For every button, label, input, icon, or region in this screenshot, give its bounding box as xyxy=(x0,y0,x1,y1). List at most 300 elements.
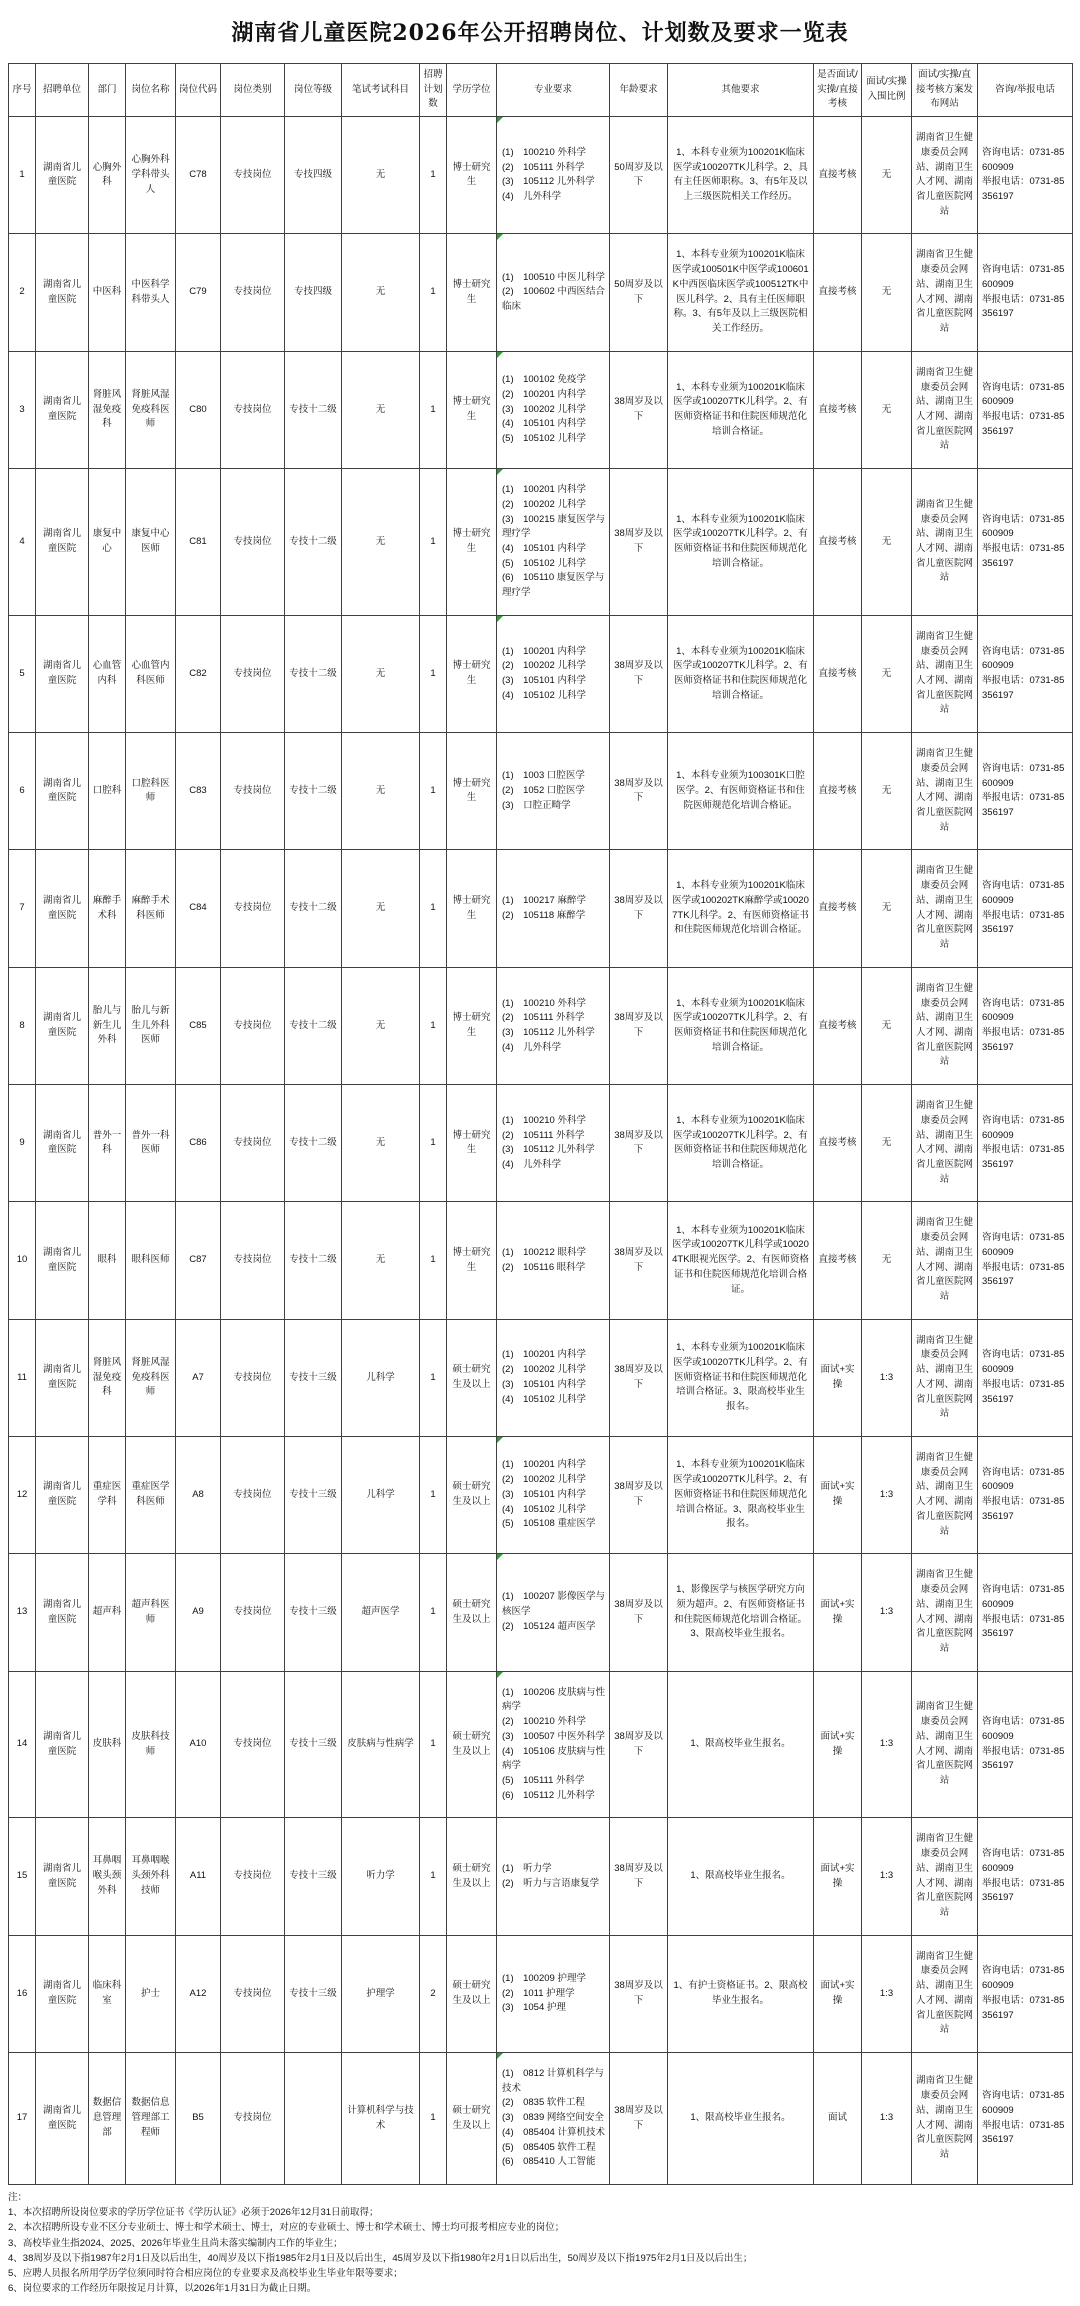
major-item: (6) 105110 康复医学与理疗学 xyxy=(502,572,605,599)
notes-label: 注： xyxy=(8,2192,28,2204)
major-item: (5) 105108 重症医学 xyxy=(502,1518,596,1530)
cell-post-name: 护士 xyxy=(126,1935,176,2052)
cell-row-number: 4 xyxy=(9,469,36,616)
cell-majors xyxy=(497,615,610,732)
cell-age: 38周岁及以下 xyxy=(610,351,668,468)
major-item: (4) 儿外科学 xyxy=(502,1158,562,1170)
cell-row-number: 14 xyxy=(9,1671,36,1818)
major-item: (4) 085404 计算机技术 xyxy=(502,2126,605,2138)
major-item: (1) 100206 皮肤病与性病学 xyxy=(502,1686,605,1713)
major-item: (4) 儿外科学 xyxy=(502,1041,562,1053)
major-item: (1) 100510 中医儿科学 xyxy=(502,271,605,283)
cell-row-number: 9 xyxy=(9,1085,36,1202)
cell-announce-website: 湖南省卫生健康委员会网站、湖南卫生人才网、湖南省儿童医院网站 xyxy=(912,117,978,234)
cell-post-level: 专技十三级 xyxy=(285,1319,342,1436)
cell-announce-website: 湖南省卫生健康委员会网站、湖南卫生人才网、湖南省儿童医院网站 xyxy=(912,1202,978,1319)
job-row xyxy=(9,1671,1073,1818)
cell-post-code: C81 xyxy=(176,469,221,616)
cell-majors xyxy=(497,1935,610,2052)
cell-age: 38周岁及以下 xyxy=(610,1202,668,1319)
comment-marker-icon xyxy=(497,1437,503,1443)
cell-exam-subject: 计算机科学与技术 xyxy=(342,2053,420,2185)
major-item: (4) 105102 儿科学 xyxy=(502,1393,586,1405)
cell-phone xyxy=(978,1818,1073,1935)
phone-line: 举报电话：0731-85356197 xyxy=(982,909,1065,936)
cell-majors xyxy=(497,1319,610,1436)
cell-post-level: 专技十三级 xyxy=(285,1437,342,1554)
cell-shortlist-ratio: 无 xyxy=(862,234,912,351)
cell-post-category: 专技岗位 xyxy=(221,1085,285,1202)
note-item: 2、本次招聘所设专业不区分专业硕士、博士和学术硕士、博士，对应的专业硕士、博士和学术硕士、博士均可报考相应专业的岗位； xyxy=(8,2222,565,2234)
cell-announce-website: 湖南省卫生健康委员会网站、湖南卫生人才网、湖南省儿童医院网站 xyxy=(912,351,978,468)
cell-dept: 普外一科 xyxy=(89,1085,126,1202)
cell-announce-website: 湖南省卫生健康委员会网站、湖南卫生人才网、湖南省儿童医院网站 xyxy=(912,967,978,1084)
column-header: 其他要求 xyxy=(668,64,814,117)
cell-row-number: 17 xyxy=(9,2053,36,2185)
note-item: 1、本次招聘所设岗位要求的学历学位证书《学历认证》必须于2026年12月31日前取得； xyxy=(8,2207,379,2219)
cell-announce-website: 湖南省卫生健康委员会网站、湖南卫生人才网、湖南省儿童医院网站 xyxy=(912,850,978,967)
major-item: (1) 100207 影像医学与核医学 xyxy=(502,1591,605,1618)
cell-plan-count: 1 xyxy=(420,733,447,850)
cell-post-level: 专技十二级 xyxy=(285,1202,342,1319)
cell-other-requirements: 1、限高校毕业生报名。 xyxy=(668,1818,814,1935)
major-item: (4) 105106 皮肤病与性病学 xyxy=(502,1745,605,1772)
column-header: 笔试考试科目 xyxy=(342,64,420,117)
cell-unit: 湖南省儿童医院 xyxy=(36,1818,89,1935)
page-title: 湖南省儿童医院2026年公开招聘岗位、计划数及要求一览表 xyxy=(231,20,849,46)
cell-post-level xyxy=(285,2053,342,2185)
cell-announce-website: 湖南省卫生健康委员会网站、湖南卫生人才网、湖南省儿童医院网站 xyxy=(912,1554,978,1671)
cell-phone xyxy=(978,1671,1073,1818)
major-item: (1) 100210 外科学 xyxy=(502,146,586,158)
cell-announce-website: 湖南省卫生健康委员会网站、湖南卫生人才网、湖南省儿童医院网站 xyxy=(912,1818,978,1935)
cell-post-level: 专技十三级 xyxy=(285,1818,342,1935)
major-item: (5) 085405 软件工程 xyxy=(502,2141,596,2153)
cell-majors xyxy=(497,469,610,616)
cell-other-requirements: 1、本科专业须为100201K临床医学或100202TK麻醉学或100207TK儿科学。2、有医师资格证书和住院医师规范化培训合格证。 xyxy=(668,850,814,967)
phone-line: 咨询电话：0731-85600909 xyxy=(982,264,1065,290)
cell-assessment-type: 直接考核 xyxy=(814,733,862,850)
cell-plan-count: 1 xyxy=(420,1085,447,1202)
cell-degree: 硕士研究生及以上 xyxy=(447,1437,497,1554)
cell-degree: 博士研究生 xyxy=(447,967,497,1084)
cell-degree: 博士研究生 xyxy=(447,850,497,967)
phone-line: 举报电话：0731-85356197 xyxy=(982,1994,1065,2021)
cell-shortlist-ratio: 无 xyxy=(862,1202,912,1319)
column-header: 咨询/举报电话 xyxy=(978,64,1073,117)
cell-post-code: B5 xyxy=(176,2053,221,2185)
major-item: (3) 105112 儿外科学 xyxy=(502,1026,595,1038)
cell-dept: 肾脏风湿免疫科 xyxy=(89,351,126,468)
cell-dept: 皮肤科 xyxy=(89,1671,126,1818)
major-item: (3) 105101 内科学 xyxy=(502,675,586,686)
major-item: (1) 100102 免疫学 xyxy=(502,374,586,386)
cell-plan-count: 1 xyxy=(420,1554,447,1671)
phone-line: 举报电话：0731-85356197 xyxy=(982,293,1065,320)
job-row xyxy=(9,1554,1073,1671)
comment-marker-icon xyxy=(497,1672,503,1678)
major-item: (1) 100212 眼科学 xyxy=(502,1246,586,1258)
cell-phone xyxy=(978,1935,1073,2052)
cell-post-code: A12 xyxy=(176,1935,221,2052)
phone-line: 咨询电话：0731-85600909 xyxy=(982,762,1065,789)
cell-degree: 硕士研究生及以上 xyxy=(447,1818,497,1935)
major-item: (3) 口腔正畸学 xyxy=(502,799,571,811)
cell-post-code: C78 xyxy=(176,117,221,234)
notes-section xyxy=(8,2190,1072,2296)
cell-post-name: 超声科医师 xyxy=(126,1554,176,1671)
major-item: (4) 105101 内科学 xyxy=(502,418,586,430)
cell-post-code: C82 xyxy=(176,615,221,732)
cell-row-number: 8 xyxy=(9,967,36,1084)
major-item: (2) 听力与言语康复学 xyxy=(502,1877,600,1889)
cell-post-name: 中医科学科带头人 xyxy=(126,234,176,351)
cell-other-requirements: 1、本科专业须为100201K临床医学或100501K中医学或100601K中西医临床医学或100512TK中医儿科学。2、具有主任医师职称。3、有5年及以上三级医院相关工作经历。 xyxy=(668,234,814,351)
cell-post-code: A11 xyxy=(176,1818,221,1935)
comment-marker-icon xyxy=(497,117,503,123)
cell-other-requirements: 1、本科专业须为100301K口腔医学。2、有医师资格证书和住院医师规范化培训合格证。 xyxy=(668,733,814,850)
cell-row-number: 16 xyxy=(9,1935,36,2052)
cell-assessment-type: 直接考核 xyxy=(814,1202,862,1319)
cell-dept: 心血管内科 xyxy=(89,615,126,732)
cell-announce-website: 湖南省卫生健康委员会网站、湖南卫生人才网、湖南省儿童医院网站 xyxy=(912,1671,978,1818)
phone-line: 咨询电话：0731-85600909 xyxy=(982,1584,1065,1610)
phone-line: 咨询电话：0731-85600909 xyxy=(982,997,1065,1024)
cell-assessment-type: 面试+实操 xyxy=(814,1437,862,1554)
cell-age: 38周岁及以下 xyxy=(610,1554,668,1671)
cell-other-requirements: 1、本科专业须为100201K临床医学或100207TK儿科学。2、有医师资格证书和住院医师规范化培训合格证。3、限高校毕业生报名。 xyxy=(668,1319,814,1436)
cell-shortlist-ratio: 无 xyxy=(862,615,912,732)
cell-announce-website: 湖南省卫生健康委员会网站、湖南卫生人才网、湖南省儿童医院网站 xyxy=(912,615,978,732)
cell-degree: 硕士研究生及以上 xyxy=(447,1319,497,1436)
cell-row-number: 2 xyxy=(9,234,36,351)
phone-line: 举报电话：0731-85356197 xyxy=(982,675,1065,701)
cell-unit: 湖南省儿童医院 xyxy=(36,1671,89,1818)
cell-other-requirements: 1、本科专业须为100201K临床医学或100207TK儿科学。2、有医师资格证书和住院医师规范化培训合格证。 xyxy=(668,967,814,1084)
cell-age: 50周岁及以下 xyxy=(610,117,668,234)
cell-majors xyxy=(497,2053,610,2185)
cell-majors xyxy=(497,1085,610,1202)
cell-majors xyxy=(497,1554,610,1671)
major-item: (2) 105124 超声医学 xyxy=(502,1620,596,1632)
cell-post-category: 专技岗位 xyxy=(221,1202,285,1319)
column-header: 部门 xyxy=(89,64,126,117)
phone-line: 咨询电话：0731-85600909 xyxy=(982,1114,1065,1141)
job-row xyxy=(9,117,1073,234)
cell-degree: 博士研究生 xyxy=(447,1202,497,1319)
cell-post-name: 普外一科医师 xyxy=(126,1085,176,1202)
cell-post-level: 专技十三级 xyxy=(285,1554,342,1671)
phone-line: 咨询电话：0731-85600909 xyxy=(982,146,1065,173)
cell-post-code: A7 xyxy=(176,1319,221,1436)
cell-exam-subject: 超声医学 xyxy=(342,1554,420,1671)
phone-line: 咨询电话：0731-85600909 xyxy=(982,381,1065,408)
cell-exam-subject: 无 xyxy=(342,1202,420,1319)
cell-post-code: C86 xyxy=(176,1085,221,1202)
comment-marker-icon xyxy=(497,234,503,240)
cell-exam-subject: 听力学 xyxy=(342,1818,420,1935)
cell-row-number: 12 xyxy=(9,1437,36,1554)
cell-row-number: 3 xyxy=(9,351,36,468)
cell-announce-website: 湖南省卫生健康委员会网站、湖南卫生人才网、湖南省儿童医院网站 xyxy=(912,733,978,850)
major-item: (1) 0812 计算机科学与技术 xyxy=(502,2068,604,2094)
cell-post-category: 专技岗位 xyxy=(221,1671,285,1818)
cell-dept: 心胸外科 xyxy=(89,117,126,234)
job-row xyxy=(9,1935,1073,2052)
cell-exam-subject: 皮肤病与性病学 xyxy=(342,1671,420,1818)
job-row xyxy=(9,967,1073,1084)
cell-shortlist-ratio: 无 xyxy=(862,967,912,1084)
cell-age: 38周岁及以下 xyxy=(610,1085,668,1202)
cell-post-name: 心血管内科医师 xyxy=(126,615,176,732)
cell-other-requirements: 1、本科专业须为100201K临床医学或100207TK儿科学。2、有医师资格证书和住院医师规范化培训合格证。3、限高校毕业生报名。 xyxy=(668,1437,814,1554)
cell-assessment-type: 直接考核 xyxy=(814,967,862,1084)
job-row xyxy=(9,1818,1073,1935)
major-item: (6) 105112 儿外科学 xyxy=(502,1789,595,1801)
job-row xyxy=(9,351,1073,468)
cell-announce-website: 湖南省卫生健康委员会网站、湖南卫生人才网、湖南省儿童医院网站 xyxy=(912,234,978,351)
cell-announce-website: 湖南省卫生健康委员会网站、湖南卫生人才网、湖南省儿童医院网站 xyxy=(912,1437,978,1554)
cell-post-level: 专技十二级 xyxy=(285,351,342,468)
phone-line: 举报电话：0731-85356197 xyxy=(982,1378,1065,1405)
major-item: (2) 100202 儿科学 xyxy=(502,660,586,672)
cell-dept: 超声科 xyxy=(89,1554,126,1671)
note-item: 6、岗位要求的工作经历年限按足月计算，以2026年1月31日为截止日期。 xyxy=(8,2283,317,2295)
cell-post-name: 肾脏风湿免疫科医师 xyxy=(126,1319,176,1436)
major-item: (2) 100202 儿科学 xyxy=(502,1364,586,1376)
cell-exam-subject: 护理学 xyxy=(342,1935,420,2052)
cell-assessment-type: 面试+实操 xyxy=(814,1818,862,1935)
cell-other-requirements: 1、本科专业须为100201K临床医学或100207TK儿科学。2、有医师资格证书和住院医师规范化培训合格证。 xyxy=(668,351,814,468)
cell-shortlist-ratio: 无 xyxy=(862,469,912,616)
phone-line: 咨询电话：0731-85600909 xyxy=(982,1349,1065,1376)
cell-other-requirements: 1、本科专业须为100201K临床医学或100207TK儿科学或100204TK眼视光医学。2、有医师资格证书和住院医师规范化培训合格证。 xyxy=(668,1202,814,1319)
cell-degree: 硕士研究生及以上 xyxy=(447,1671,497,1818)
cell-assessment-type: 直接考核 xyxy=(814,351,862,468)
cell-shortlist-ratio: 1:3 xyxy=(862,1671,912,1818)
cell-post-category: 专技岗位 xyxy=(221,1319,285,1436)
cell-post-name: 重症医学科医师 xyxy=(126,1437,176,1554)
cell-plan-count: 1 xyxy=(420,351,447,468)
cell-post-category: 专技岗位 xyxy=(221,117,285,234)
major-item: (3) 0839 网络空间安全 xyxy=(502,2112,604,2124)
major-item: (2) 100201 内科学 xyxy=(502,388,586,400)
cell-phone xyxy=(978,967,1073,1084)
cell-plan-count: 1 xyxy=(420,1818,447,1935)
phone-line: 举报电话：0731-85356197 xyxy=(982,1613,1065,1640)
major-item: (1) 100210 外科学 xyxy=(502,997,586,1009)
cell-age: 38周岁及以下 xyxy=(610,733,668,850)
column-header: 专业要求 xyxy=(497,64,610,117)
cell-degree: 硕士研究生及以上 xyxy=(447,1554,497,1671)
cell-assessment-type: 直接考核 xyxy=(814,117,862,234)
major-item: (2) 1011 护理学 xyxy=(502,1987,575,1999)
cell-post-level: 专技十二级 xyxy=(285,615,342,732)
major-item: (5) 105102 儿科学 xyxy=(502,557,586,569)
cell-plan-count: 1 xyxy=(420,850,447,967)
cell-unit: 湖南省儿童医院 xyxy=(36,615,89,732)
note-item: 5、应聘人员报名所用学历学位须同时符合相应岗位的专业要求及高校毕业生毕业年限等要求； xyxy=(8,2268,403,2279)
major-item: (1) 100217 麻醉学 xyxy=(502,894,586,906)
phone-line: 咨询电话：0731-85600909 xyxy=(982,1848,1065,1874)
major-item: (4) 105102 儿科学 xyxy=(502,689,586,701)
cell-post-level: 专技十二级 xyxy=(285,469,342,616)
cell-unit: 湖南省儿童医院 xyxy=(36,234,89,351)
cell-degree: 博士研究生 xyxy=(447,615,497,732)
cell-shortlist-ratio: 1:3 xyxy=(862,1554,912,1671)
cell-majors xyxy=(497,234,610,351)
column-header: 面试/实操/直接考核方案发布网站 xyxy=(912,64,978,117)
cell-plan-count: 1 xyxy=(420,234,447,351)
major-item: (2) 105116 眼科学 xyxy=(502,1261,586,1273)
major-item: (1) 100201 内科学 xyxy=(502,1459,586,1471)
cell-exam-subject: 儿科学 xyxy=(342,1319,420,1436)
cell-exam-subject: 无 xyxy=(342,615,420,732)
cell-degree: 博士研究生 xyxy=(447,1085,497,1202)
job-row xyxy=(9,1437,1073,1554)
major-item: (1) 100201 内科学 xyxy=(502,1349,586,1361)
major-item: (1) 100201 内科学 xyxy=(502,645,586,657)
cell-shortlist-ratio: 1:3 xyxy=(862,1935,912,2052)
cell-post-category: 专技岗位 xyxy=(221,2053,285,2185)
cell-post-name: 心胸外科学科带头人 xyxy=(126,117,176,234)
job-row xyxy=(9,469,1073,616)
cell-post-code: C83 xyxy=(176,733,221,850)
cell-plan-count: 1 xyxy=(420,469,447,616)
cell-exam-subject: 无 xyxy=(342,469,420,616)
comment-marker-icon xyxy=(497,616,503,622)
phone-line: 举报电话：0731-85356197 xyxy=(982,176,1065,203)
cell-dept: 重症医学科 xyxy=(89,1437,126,1554)
cell-other-requirements: 1、本科专业须为100201K临床医学或100207TK儿科学。2、有医师资格证书和住院医师规范化培训合格证。 xyxy=(668,615,814,732)
major-item: (2) 100202 儿科学 xyxy=(502,1474,586,1486)
cell-age: 38周岁及以下 xyxy=(610,850,668,967)
phone-line: 举报电话：0731-85356197 xyxy=(982,1745,1065,1772)
column-header: 面试/实操入围比例 xyxy=(862,64,912,117)
cell-age: 38周岁及以下 xyxy=(610,1818,668,1935)
column-header: 岗位类别 xyxy=(221,64,285,117)
major-item: (3) 1054 护理 xyxy=(502,2002,566,2014)
cell-post-level: 专技四级 xyxy=(285,117,342,234)
cell-majors xyxy=(497,1437,610,1554)
cell-exam-subject: 无 xyxy=(342,351,420,468)
cell-exam-subject: 无 xyxy=(342,967,420,1084)
cell-post-name: 胎儿与新生儿外科医师 xyxy=(126,967,176,1084)
cell-announce-website: 湖南省卫生健康委员会网站、湖南卫生人才网、湖南省儿童医院网站 xyxy=(912,2053,978,2185)
cell-plan-count: 1 xyxy=(420,967,447,1084)
major-item: (1) 听力学 xyxy=(502,1862,552,1874)
cell-dept: 眼科 xyxy=(89,1202,126,1319)
cell-unit: 湖南省儿童医院 xyxy=(36,1935,89,2052)
cell-assessment-type: 面试 xyxy=(814,2053,862,2185)
cell-post-code: C79 xyxy=(176,234,221,351)
cell-post-name: 眼科医师 xyxy=(126,1202,176,1319)
cell-phone xyxy=(978,1319,1073,1436)
cell-assessment-type: 面试+实操 xyxy=(814,1935,862,2052)
phone-line: 咨询电话：0731-85600909 xyxy=(982,2090,1065,2116)
job-row xyxy=(9,2053,1073,2185)
cell-other-requirements: 1、本科专业须为100201K临床医学或100207TK儿科学。2、有医师资格证书和住院医师规范化培训合格证。 xyxy=(668,469,814,616)
cell-phone xyxy=(978,1554,1073,1671)
cell-majors xyxy=(497,1671,610,1818)
column-header: 岗位等级 xyxy=(285,64,342,117)
cell-post-category: 专技岗位 xyxy=(221,615,285,732)
cell-dept: 耳鼻咽喉头颈外科 xyxy=(89,1818,126,1935)
cell-assessment-type: 直接考核 xyxy=(814,1085,862,1202)
major-item: (1) 1003 口腔医学 xyxy=(502,770,585,782)
cell-shortlist-ratio: 无 xyxy=(862,351,912,468)
cell-dept: 麻醉手术科 xyxy=(89,850,126,967)
cell-assessment-type: 直接考核 xyxy=(814,850,862,967)
cell-unit: 湖南省儿童医院 xyxy=(36,850,89,967)
cell-row-number: 15 xyxy=(9,1818,36,1935)
cell-post-category: 专技岗位 xyxy=(221,1935,285,2052)
cell-dept: 临床科室 xyxy=(89,1935,126,2052)
phone-line: 举报电话：0731-85356197 xyxy=(982,410,1065,437)
phone-line: 举报电话：0731-85356197 xyxy=(982,1877,1065,1904)
cell-plan-count: 1 xyxy=(420,1202,447,1319)
phone-line: 咨询电话：0731-85600909 xyxy=(982,513,1065,540)
cell-post-code: C84 xyxy=(176,850,221,967)
cell-row-number: 7 xyxy=(9,850,36,967)
cell-other-requirements: 1、有护士资格证书。2、限高校毕业生报名。 xyxy=(668,1935,814,2052)
cell-row-number: 11 xyxy=(9,1319,36,1436)
cell-shortlist-ratio: 无 xyxy=(862,117,912,234)
recruitment-table xyxy=(8,63,1073,2185)
cell-dept: 康复中心 xyxy=(89,469,126,616)
major-item: (3) 105101 内科学 xyxy=(502,1488,586,1500)
cell-phone xyxy=(978,117,1073,234)
major-item: (3) 100215 康复医学与理疗学 xyxy=(502,513,605,540)
cell-row-number: 13 xyxy=(9,1554,36,1671)
cell-post-name: 康复中心医师 xyxy=(126,469,176,616)
cell-age: 38周岁及以下 xyxy=(610,615,668,732)
cell-post-level: 专技十二级 xyxy=(285,1085,342,1202)
cell-post-name: 皮肤科技师 xyxy=(126,1671,176,1818)
cell-age: 38周岁及以下 xyxy=(610,2053,668,2185)
cell-dept: 肾脏风湿免疫科 xyxy=(89,1319,126,1436)
major-item: (2) 105111 外科学 xyxy=(502,1012,585,1024)
cell-post-code: C85 xyxy=(176,967,221,1084)
cell-announce-website: 湖南省卫生健康委员会网站、湖南卫生人才网、湖南省儿童医院网站 xyxy=(912,1085,978,1202)
cell-phone xyxy=(978,733,1073,850)
cell-unit: 湖南省儿童医院 xyxy=(36,1437,89,1554)
cell-dept: 口腔科 xyxy=(89,733,126,850)
job-row xyxy=(9,1085,1073,1202)
cell-shortlist-ratio: 1:3 xyxy=(862,1319,912,1436)
cell-age: 38周岁及以下 xyxy=(610,1319,668,1436)
major-item: (2) 105118 麻醉学 xyxy=(502,909,586,921)
cell-row-number: 10 xyxy=(9,1202,36,1319)
comment-marker-icon xyxy=(497,2053,503,2059)
cell-other-requirements: 1、限高校毕业生报名。 xyxy=(668,2053,814,2185)
phone-line: 举报电话：0731-85356197 xyxy=(982,1496,1065,1522)
cell-age: 38周岁及以下 xyxy=(610,967,668,1084)
phone-line: 咨询电话：0731-85600909 xyxy=(982,645,1065,672)
cell-phone xyxy=(978,615,1073,732)
major-item: (1) 100210 外科学 xyxy=(502,1114,586,1126)
cell-unit: 湖南省儿童医院 xyxy=(36,1319,89,1436)
cell-post-category: 专技岗位 xyxy=(221,469,285,616)
cell-shortlist-ratio: 1:3 xyxy=(862,2053,912,2185)
cell-other-requirements: 1、限高校毕业生报名。 xyxy=(668,1671,814,1818)
cell-unit: 湖南省儿童医院 xyxy=(36,351,89,468)
cell-post-name: 数据信息管理部工程师 xyxy=(126,2053,176,2185)
cell-shortlist-ratio: 无 xyxy=(862,1085,912,1202)
major-item: (2) 1052 口腔医学 xyxy=(502,784,585,796)
cell-post-category: 专技岗位 xyxy=(221,1818,285,1935)
column-header: 岗位代码 xyxy=(176,64,221,117)
